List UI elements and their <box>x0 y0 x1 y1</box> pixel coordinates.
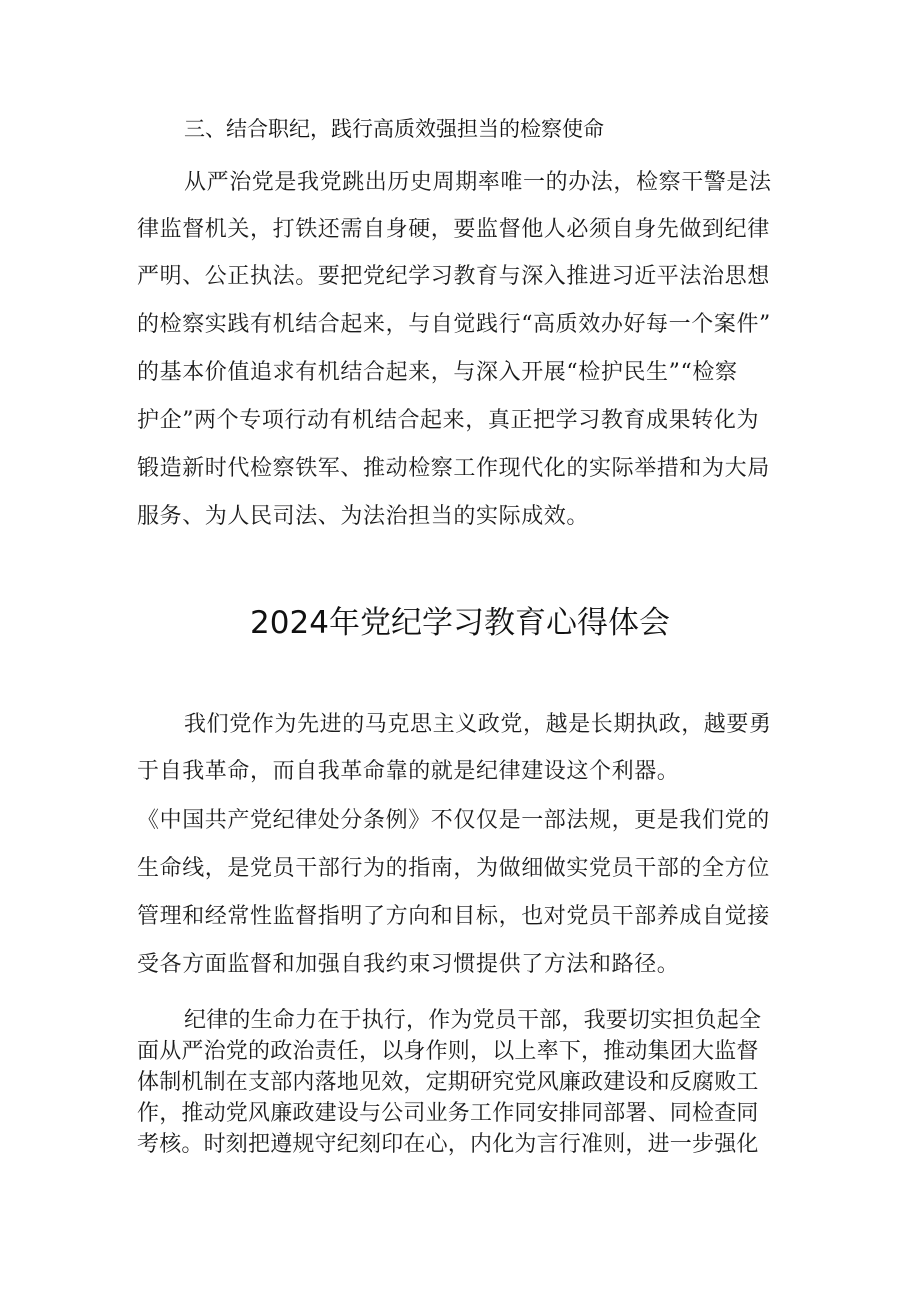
paragraph-line: 生命线，是党员干部行为的指南，为做细做实党员干部的全方位 <box>137 856 770 881</box>
section-paragraph-line: 律监督机关，打铁还需自身硬，要监督他人必须自身先做到纪律 <box>137 217 770 242</box>
section-paragraph-line: 的检察实践有机结合起来，与自觉践行“高质效办好每一个案件” <box>137 312 771 337</box>
section-paragraph-line: 从严治党是我党跳出历史周期率唯一的办法，检察干警是法 <box>184 170 772 195</box>
section-paragraph-line: 严明、公正执法。要把党纪学习教育与深入推进习近平法治思想 <box>137 264 770 289</box>
article-title: 2024年党纪学习教育心得体会 <box>250 605 670 641</box>
paragraph-line: 我们党作为先进的马克思主义政党，越是长期执政，越要勇 <box>184 712 772 737</box>
paragraph-line: 作，推动党风廉政建设与公司业务工作同安排同部署、同检查同 <box>137 1101 759 1126</box>
paragraph-line: 《中国共产党纪律处分条例》不仅仅是一部法规，更是我们党的 <box>137 808 770 833</box>
section-paragraph-line: 的基本价值追求有机结合起来，与深入开展“检护民生”“检察 <box>137 360 738 385</box>
paragraph-line: 受各方面监督和加强自我约束习惯提供了方法和路径。 <box>137 952 680 977</box>
paragraph-line: 管理和经常性监督指明了方向和目标，也对党员干部养成自觉接 <box>137 904 770 929</box>
section-paragraph-line: 服务、为人民司法、为法治担当的实际成效。 <box>137 504 590 529</box>
section-paragraph-line: 护企”两个专项行动有机结合起来，真正把学习教育成果转化为 <box>137 408 760 433</box>
paragraph-line: 面从严治党的政治责任，以身作则，以上率下，推动集团大监督 <box>137 1039 759 1064</box>
section-paragraph-line: 锻造新时代检察铁军、推动检察工作现代化的实际举措和为大局 <box>137 456 770 481</box>
section-heading: 三、结合职纪，践行高质效强担当的检察使命 <box>184 117 604 141</box>
paragraph-line: 纪律的生命力在于执行，作为党员干部，我要切实担负起全 <box>184 1008 762 1033</box>
paragraph-line: 考核。时刻把遵规守纪刻印在心，内化为言行准则，进一步强化 <box>137 1132 759 1157</box>
paragraph-line: 体制机制在支部内落地见效，定期研究党风廉政建设和反腐败工 <box>137 1070 759 1095</box>
paragraph-line: 于自我革命，而自我革命靠的就是纪律建设这个利器。 <box>137 759 680 784</box>
